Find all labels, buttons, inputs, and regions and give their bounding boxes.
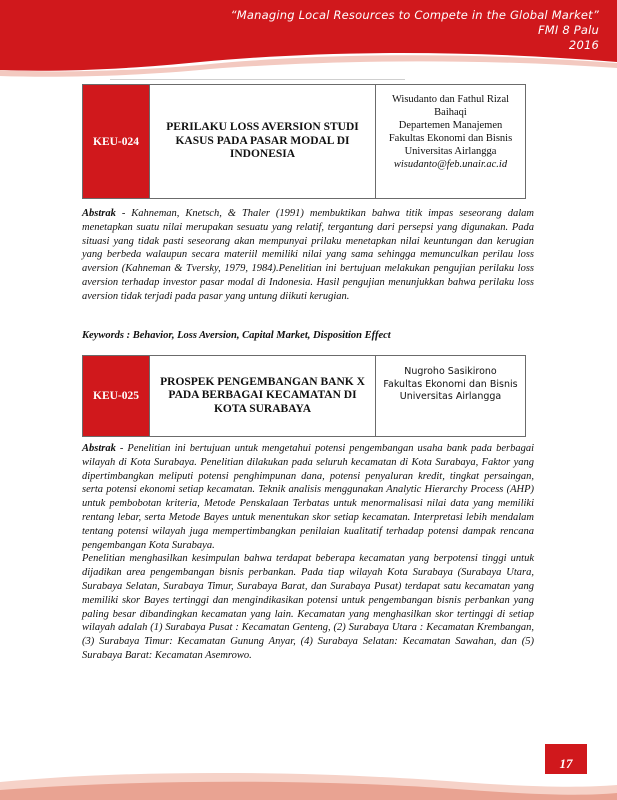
author-line: Wisudanto dan Fathul Rizal Baihaqi xyxy=(391,94,510,118)
paper-title: PERILAKU LOSS AVERSION STUDI KASUS PADA PASAR MODAL DI INDONESIA xyxy=(150,85,376,198)
paper-code: KEU-025 xyxy=(83,356,150,436)
footer-swoosh xyxy=(0,738,617,800)
abstract-label: Abstrak xyxy=(82,443,116,454)
conference-year: 2016 xyxy=(568,38,599,52)
author-line: Nugroho Sasikirono xyxy=(404,366,497,377)
paper-code: KEU-024 xyxy=(83,85,150,198)
author-line: Departemen Manajemen xyxy=(398,120,503,131)
author-email: wisudanto@feb.unair.ac.id xyxy=(393,159,508,170)
abstract-text: - Kahneman, Knetsch, & Thaler (1991) membuktikan bahwa titik impas seseorang dalam menetapkan suatu nilai merupakan sesuatu yang relatif, tergantung dari persepsi yang digunakan. Pada situasi yang tidak pasti seseorang akan mempunyai prilaku menetapkan nilai keuntungan dan kerugian yang berbeda walaupun secara materiil memiliki nilai yang sama sehingga memunculkan perilau loss aversion (Kahneman & Tversky, 1979, 1984).Penelitian ini bertujuan melakukan pengujian perilaku loss aversion terhadap investor pasar modal di Indonesia. Hasil pengujian menunjukkan bahwa perilaku loss aversion tidak terjadi pada pasar yang untung diikuti kerugian. xyxy=(82,208,534,302)
author-line: Fakultas Ekonomi dan Bisnis xyxy=(388,133,513,144)
conference-theme: “Managing Local Resources to Compete in the Global Market” xyxy=(230,8,599,22)
conference-name: FMI 8 Palu xyxy=(537,23,599,37)
paper-authors xyxy=(376,85,525,198)
abstract-paragraph xyxy=(82,442,534,552)
abstract-keu-025 xyxy=(82,442,534,663)
author-line: Fakultas Ekonomi dan Bisnis Universitas Airlangga xyxy=(383,378,518,402)
abstract-keu-024 xyxy=(82,207,534,304)
conference-header xyxy=(231,8,599,53)
page-number: 17 xyxy=(545,744,587,774)
abstract-label: Abstrak xyxy=(82,208,116,219)
paper-title: PROSPEK PENGEMBANGAN BANK X PADA BERBAGAI KECAMATAN DI KOTA SURABAYA xyxy=(150,356,376,436)
paper-info-box-keu-025 xyxy=(82,355,526,437)
abstract-paragraph: Penelitian menghasilkan kesimpulan bahwa terdapat beberapa kecamatan yang berpotensi tinggi untuk dijadikan area pengembangan bisnis perbankan. Pada tiap wilayah Kota Surabaya (Surabaya Utara, Surabaya Selatan, Surabaya Timur, Surabaya Barat, dan Surabaya Pusat) terdapat satu kecamatan yang memiliki skor Bayes tertinggi dan mengindikasikan potensi untuk pengembangan bisnis perbankan yang paling besar dibandingkan kecamatan yang lain. Kecamatan yang menghasilkan skor tertinggi di setiap wilayah adalah (1) Surabaya Pusat : Kecamatan Genteng, (2) Surabaya Utara : Kecamatan Krembangan, (3) Surabaya Timur: Kecamatan Gunung Anyar, (4) Surabaya Selatan: Kecamatan Sawahan, dan (5) Surabaya Barat: Kecamatan Asemrowo. xyxy=(82,553,534,661)
paper-authors xyxy=(376,356,525,436)
keywords: Keywords : Behavior, Loss Aversion, Capital Market, Disposition Effect xyxy=(82,330,391,341)
paper-info-box-keu-024 xyxy=(82,84,526,199)
header-divider xyxy=(110,79,405,80)
abstract-text: - Penelitian ini bertujuan untuk mengetahui potensi pengembangan usaha bank pada berbagai wilayah di Kota Surabaya. Penelitian dilakukan pada seluruh kecamatan di Kota Surabaya, Faktor yang dipertimbangkan meliputi potensi penghimpunan dana, potensi penyaluran kredit, tingkat persaingan, serta potensi ekonomi setiap kecamatan. Teknik analisis menggunakan Analytic Hierarchy Process (AHP) untuk pembobotan kriteria, Metode Penskalaan Terbatas untuk menormalisasi nilai data yang memiliki rentang lebar, serta Metode Bayes untuk menentukan skor setiap kecamatan. Interpretasi lebih mendalam tentang potensi wilayah juga mempertimbangkan penilaian kualitatif terhadap potensi dampak rencana pengembangan Kota Surabaya. xyxy=(82,443,534,551)
author-line: Universitas Airlangga xyxy=(404,146,497,157)
